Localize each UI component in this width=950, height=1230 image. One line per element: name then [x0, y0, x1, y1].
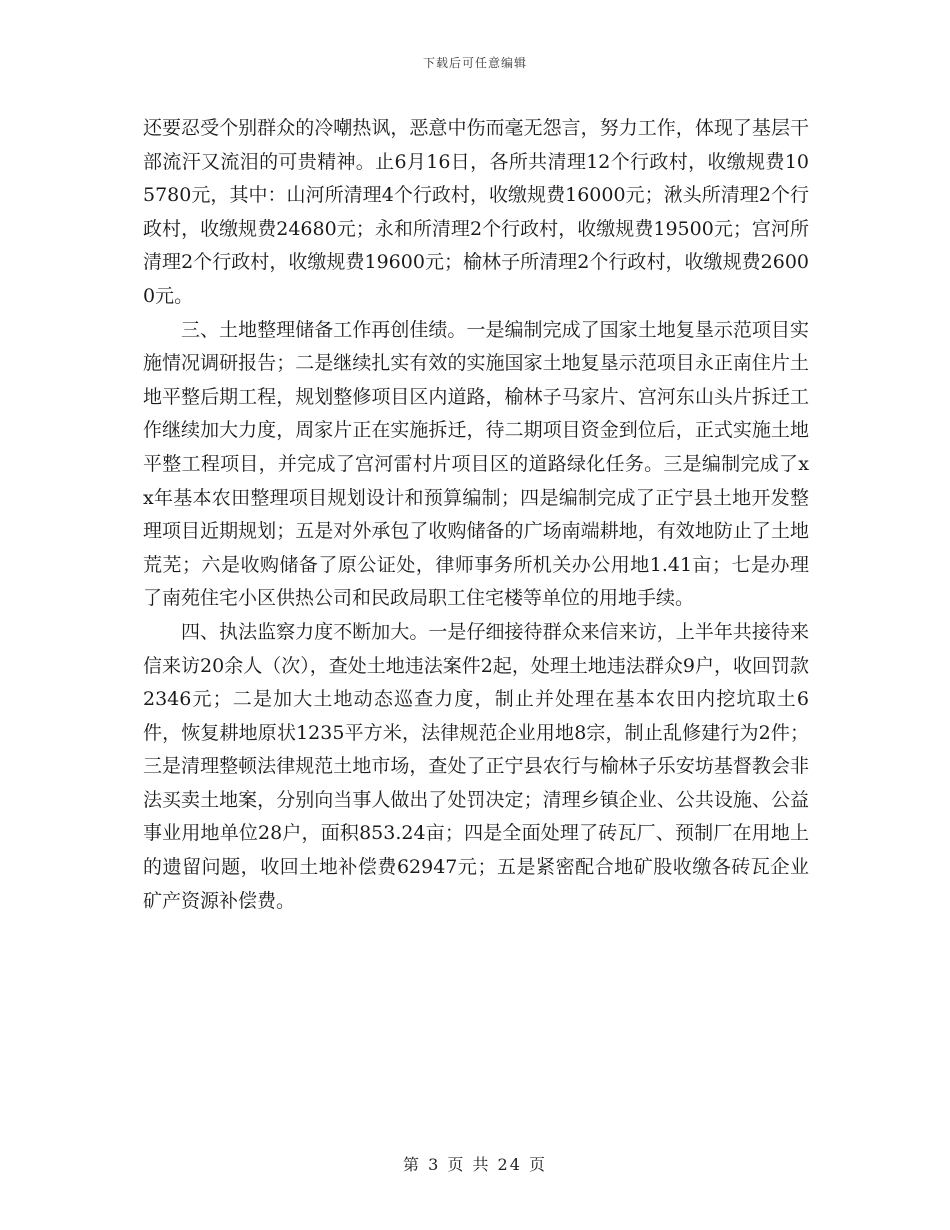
paragraph-continuation: 还要忍受个别群众的冷嘲热讽，恶意中伤而毫无怨言，努力工作，体现了基层干部流汗又流泪的可贵精神。止6月16日，各所共清理12个行政村，收缴规费105780元，其中：山河所清理4个行政村，收缴规费16000元；湫头所清理2个行政村，收缴规费24680元；永和所清理2个行政村，收缴规费19500元；宫河所清理2个行政村，收缴规费19600元；榆林子所清理2个行政村，收缴规费26000元。 — [143, 117, 809, 307]
paragraph-law-enforcement: 四、执法监察力度不断加大。一是仔细接待群众来信来访，上半年共接待来信来访20余人（次），查处土地违法案件2起，处理土地违法群众9户，收回罚款2346元；二是加大土地动态巡查力度，制止并处理在基本农田内挖坑取土6件，恢复耕地原状1235平方米，法律规范企业用地8宗，制止乱修建行为2件；三是清理整顿法律规范土地市场，查处了正宁县农行与榆林子乐安坊基督教会非法买卖土地案，分别向当事人做出了处罚决定；清理乡镇企业、公共设施、公益事业用地单位28户，面积853.24亩；四是全面处理了砖瓦厂、预制厂在用地上的遗留问题，收回土地补偿费62947元；五是紧密配合地矿股收缴各砖瓦企业矿产资源补偿费。 — [143, 620, 809, 912]
page-header: 下载后可任意编辑 — [422, 56, 527, 70]
page-number: 第 3 页 共 24 页 — [403, 1155, 547, 1174]
document-body — [143, 112, 809, 918]
paragraph-land-consolidation: 三、土地整理储备工作再创佳绩。一是编制完成了国家土地复垦示范项目实施情况调研报告；二是继续扎实有效的实施国家土地复垦示范项目永正南住片土地平整后期工程，规划整修项目区内道路，榆林子马家片、宫河东山头片拆迁工作继续加大力度，周家片正在实施拆迁，待二期项目资金到位后，正式实施土地平整工程项目，并完成了宫河雷村片项目区的道路绿化任务。三是编制完成了xx年基本农田整理项目规划设计和预算编制；四是编制完成了正宁县土地开发整理项目近期规划；五是对外承包了收购储备的广场南端耕地，有效地防止了土地荒芜；六是收购储备了原公证处，律师事务所机关办公用地1.41亩；七是办理了南苑住宅小区供热公司和民政局职工住宅楼等单位的用地手续。 — [143, 318, 809, 610]
